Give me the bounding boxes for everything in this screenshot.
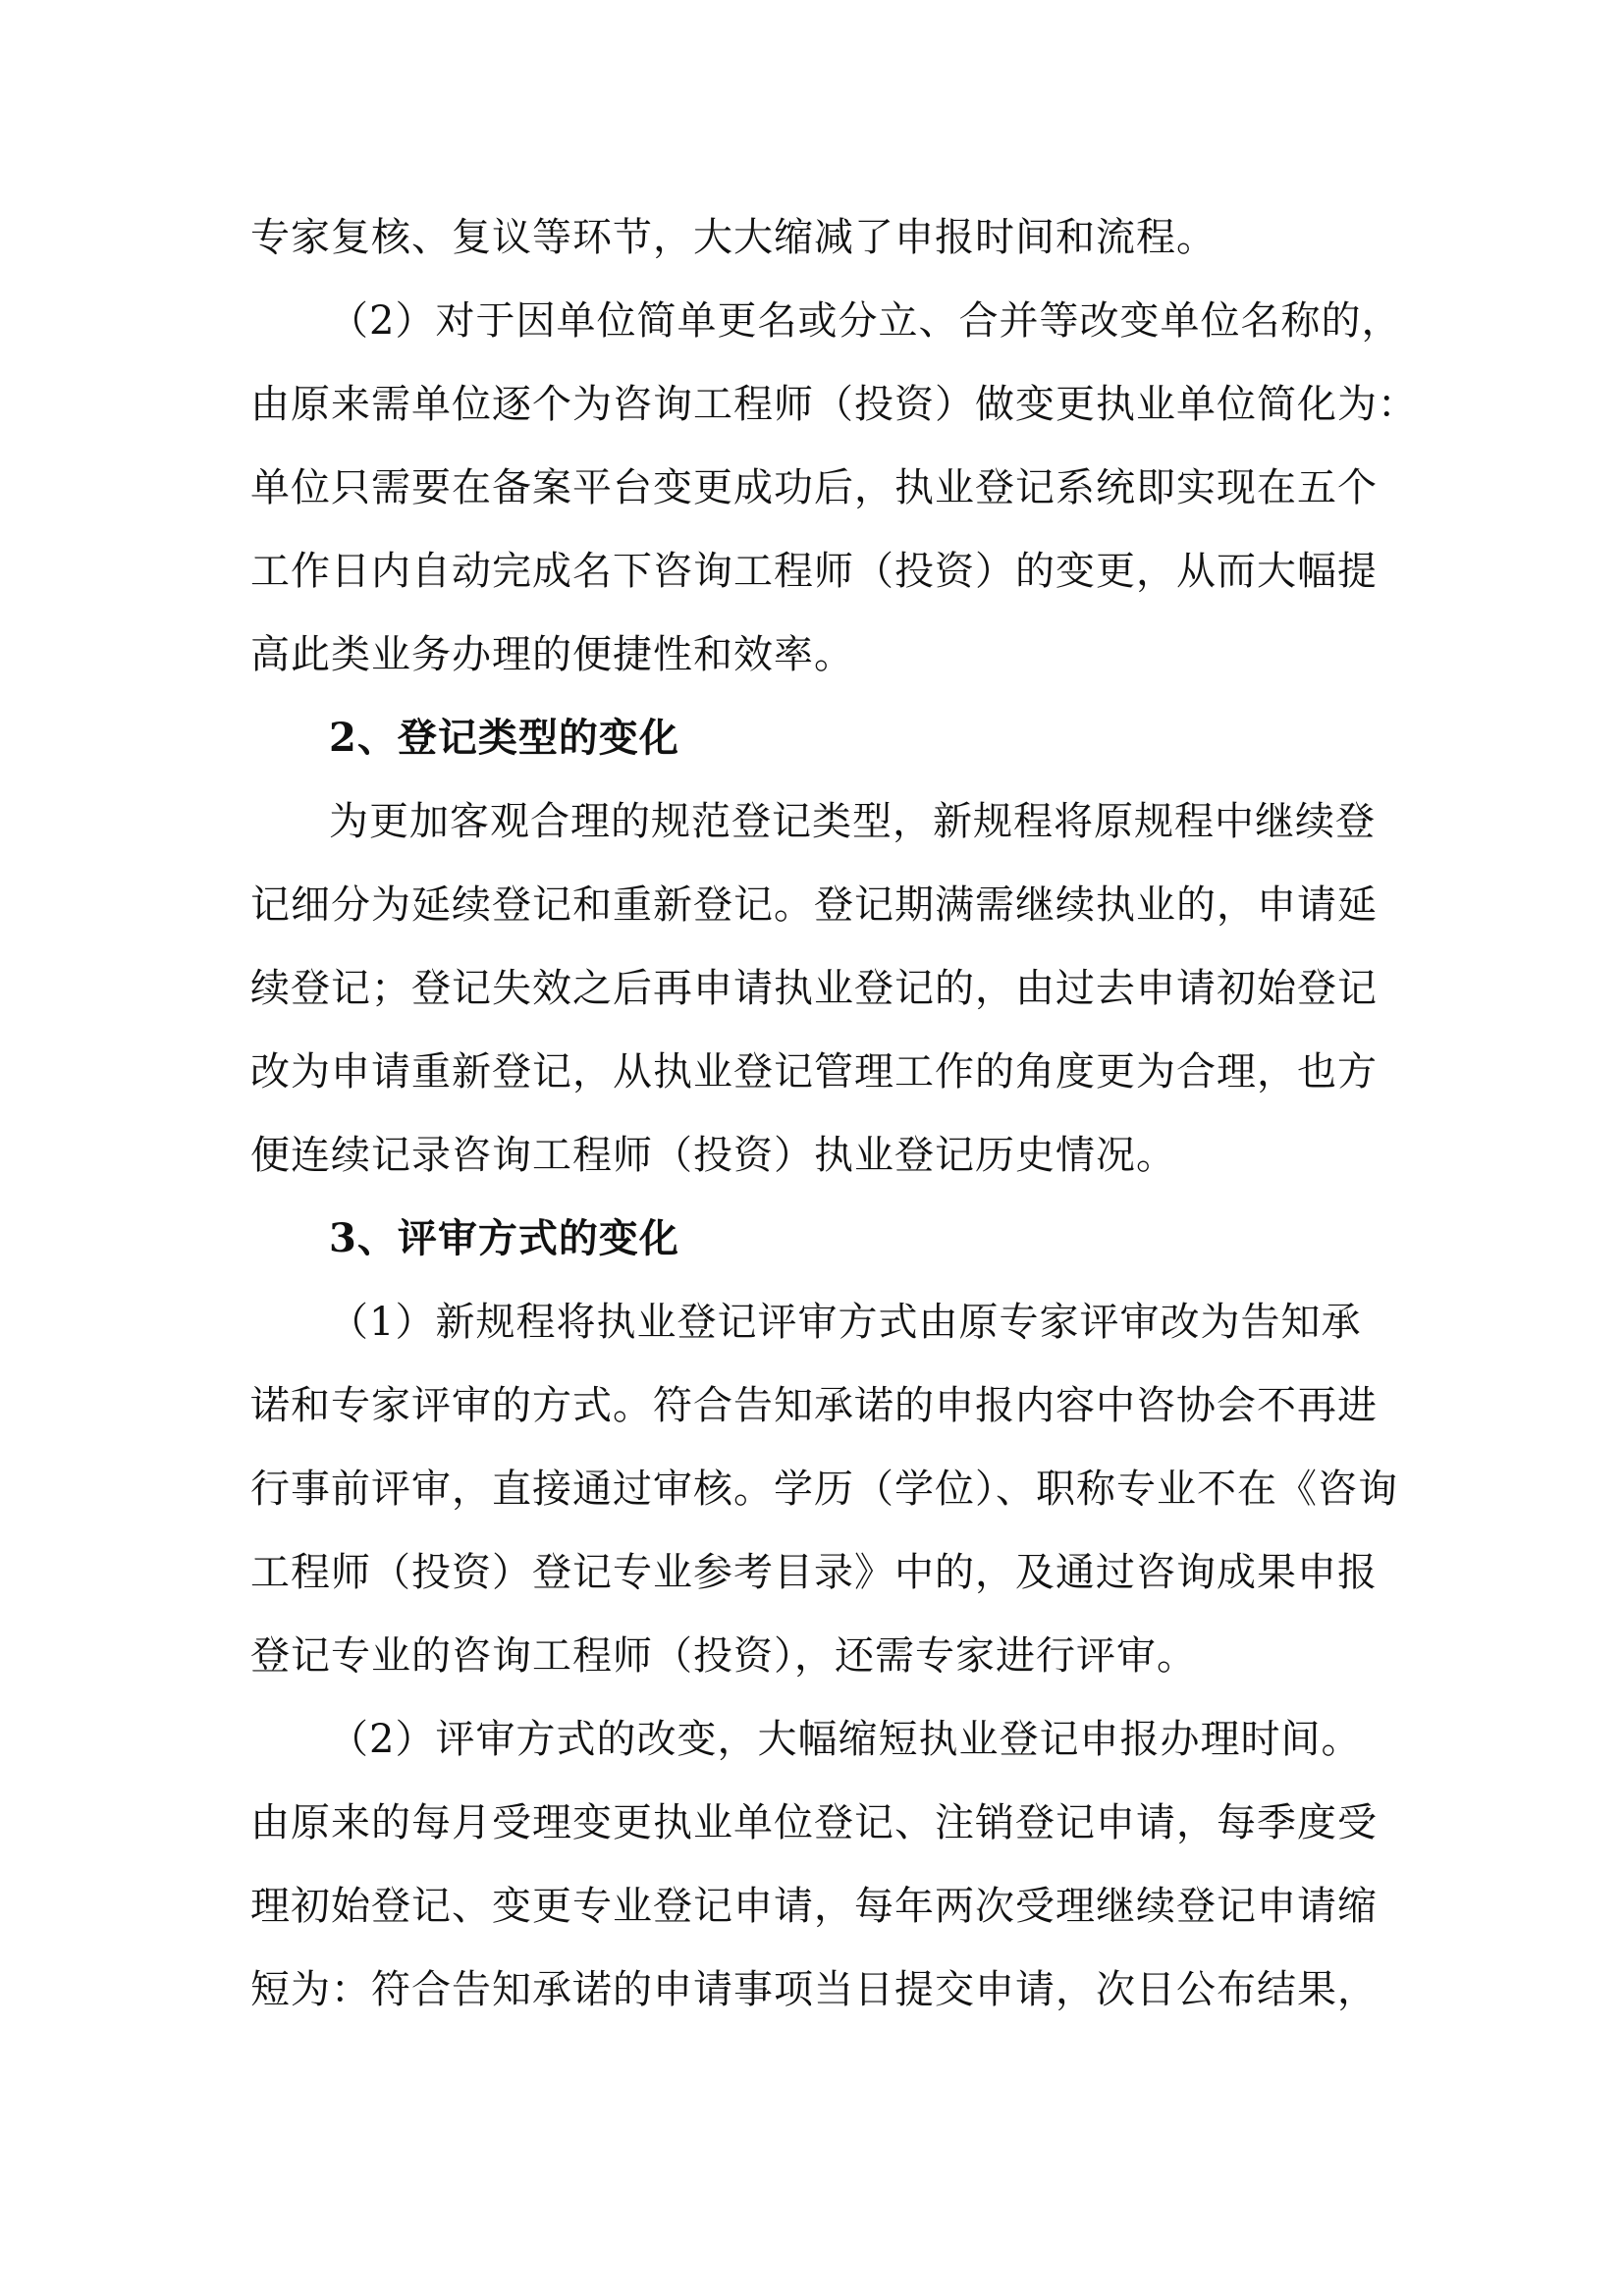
paragraph-line: 短为：符合告知承诺的申请事项当日提交申请，次日公布结果， xyxy=(250,1967,1378,2012)
paragraph-line: （1）新规程将执业登记评审方式由原专家评审改为告知承 xyxy=(329,1300,1362,1345)
paragraph-line: 单位只需要在备案平台变更成功后，执业登记系统即实现在五个 xyxy=(250,465,1378,510)
paragraph-line: 为更加客观合理的规范登记类型，新规程将原规程中继续登 xyxy=(329,799,1376,844)
paragraph-line: 登记专业的咨询工程师（投资），还需专家进行评审。 xyxy=(250,1633,1197,1679)
paragraph-line: 高此类业务办理的便捷性和效率。 xyxy=(250,632,854,677)
paragraph-line: 由原来需单位逐个为咨询工程师（投资）做变更执业单位简化为： xyxy=(250,382,1418,427)
paragraph-line: 记细分为延续登记和重新登记。登记期满需继续执业的，申请延 xyxy=(250,882,1378,928)
section-heading: 2、登记类型的变化 xyxy=(329,715,679,761)
paragraph-line: 理初始登记、变更专业登记申请，每年两次受理继续登记申请缩 xyxy=(250,1884,1378,1929)
paragraph-line: 便连续记录咨询工程师（投资）执业登记历史情况。 xyxy=(250,1133,1176,1178)
section-heading: 3、评审方式的变化 xyxy=(329,1215,679,1261)
paragraph-line: 工程师（投资）登记专业参考目录》中的，及通过咨询成果申报 xyxy=(250,1550,1378,1595)
paragraph-line: 工作日内自动完成名下咨询工程师（投资）的变更，从而大幅提 xyxy=(250,549,1378,594)
paragraph-line: 续登记；登记失效之后再申请执业登记的，由过去申请初始登记 xyxy=(250,966,1378,1011)
paragraph-line: 改为申请重新登记，从执业登记管理工作的角度更为合理，也方 xyxy=(250,1049,1378,1095)
paragraph-line: 由原来的每月受理变更执业单位登记、注销登记申请，每季度受 xyxy=(250,1800,1378,1845)
paragraph-line: 行事前评审，直接通过审核。学历（学位）、职称专业不在《咨询 xyxy=(250,1467,1398,1512)
paragraph-line: （2）评审方式的改变，大幅缩短执业登记申报办理时间。 xyxy=(329,1717,1362,1762)
paragraph-line: 专家复核、复议等环节，大大缩减了申报时间和流程。 xyxy=(250,215,1217,260)
paragraph-line: （2）对于因单位简单更名或分立、合并等改变单位名称的， xyxy=(329,298,1402,344)
paragraph-line: 诺和专家评审的方式。符合告知承诺的申报内容中咨协会不再进 xyxy=(250,1383,1378,1428)
